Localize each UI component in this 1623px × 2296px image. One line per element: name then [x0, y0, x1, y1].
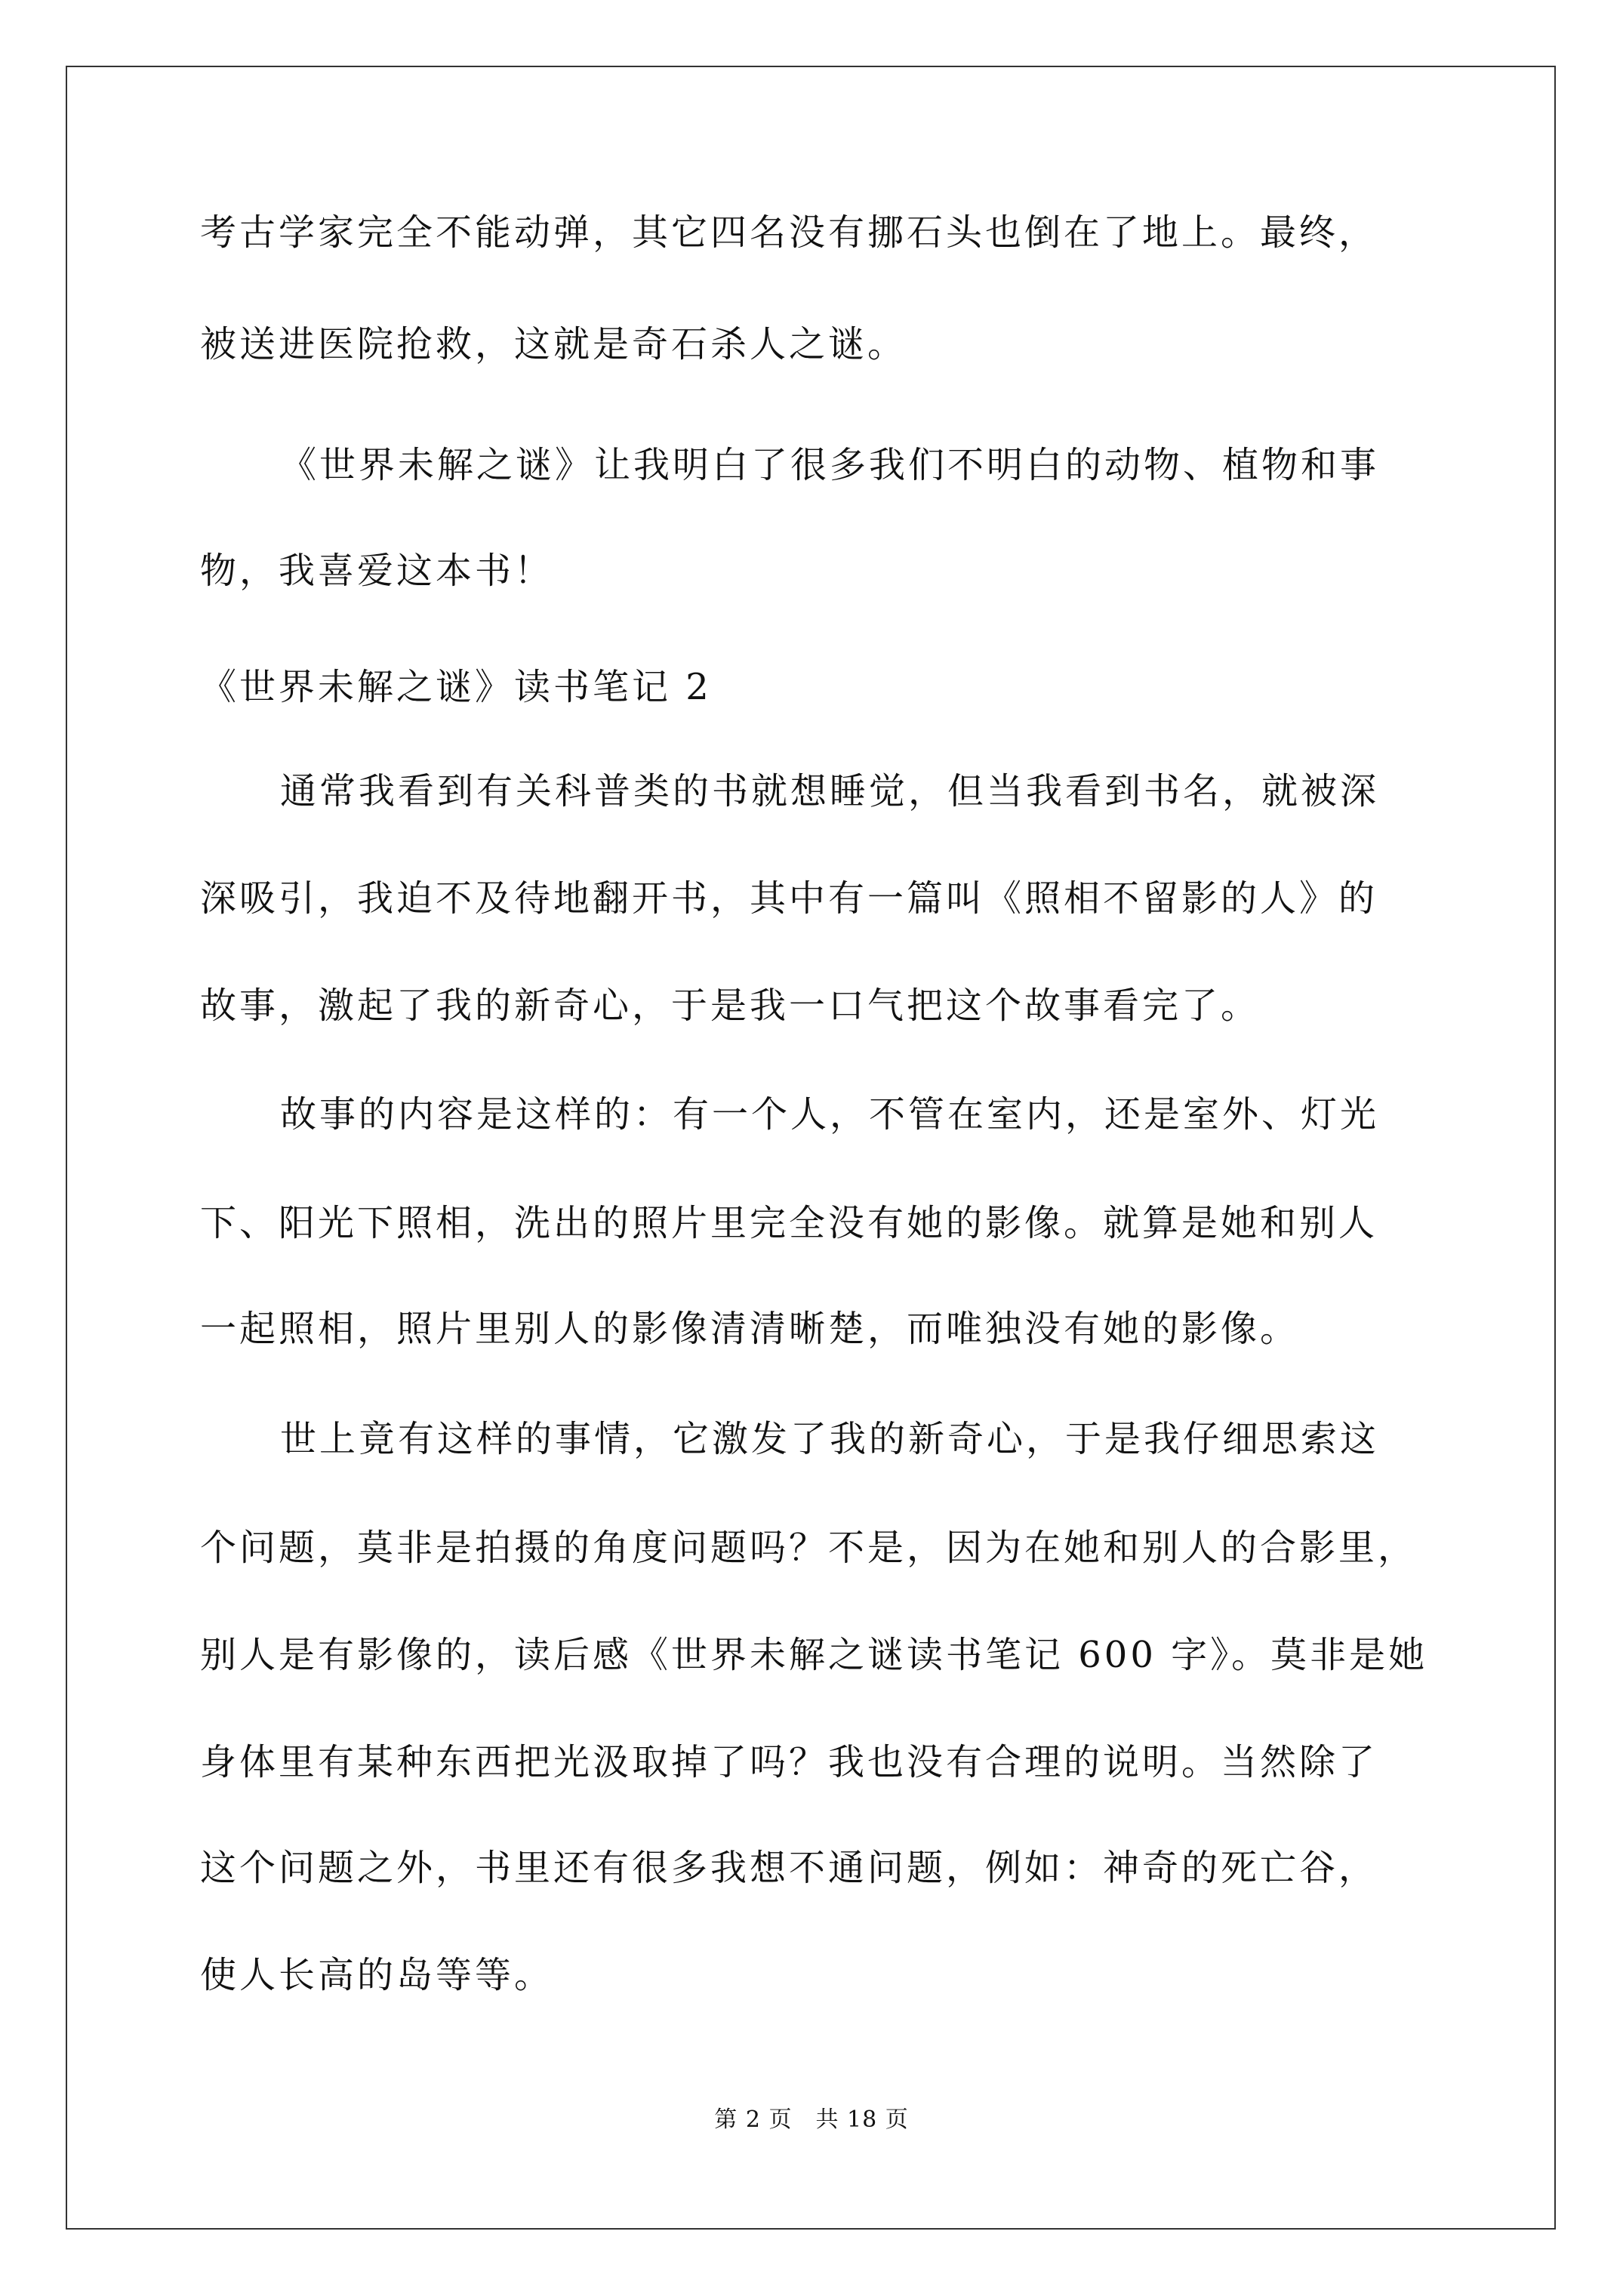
- paragraph-line: 下、阳光下照相，洗出的照片里完全没有她的影像。就算是她和别人: [200, 1202, 1378, 1244]
- paragraph-line: 深吸引，我迫不及待地翻开书，其中有一篇叫《照相不留影的人》的: [200, 877, 1378, 920]
- paragraph-line: 个问题，莫非是拍摄的角度问题吗？不是，因为在她和别人的合影里，: [200, 1527, 1418, 1569]
- paragraph-line: 物，我喜爱这本书！: [200, 550, 554, 592]
- paragraph-line: 别人是有影像的，读后感《世界未解之谜读书笔记 600 字》。莫非是她: [200, 1634, 1428, 1676]
- paragraph-line: 通常我看到有关科普类的书就想睡觉，但当我看到书名，就被深: [280, 770, 1380, 812]
- paragraph-line: 故事的内容是这样的：有一个人，不管在室内，还是室外、灯光: [280, 1093, 1380, 1136]
- page-number-footer: 第 2 页 共 18 页: [714, 2106, 909, 2133]
- page-frame: [66, 66, 1556, 2230]
- paragraph-line: 故事，激起了我的新奇心，于是我一口气把这个故事看完了。: [200, 985, 1261, 1027]
- paragraph-line: 被送进医院抢救，这就是奇石杀人之谜。: [200, 323, 907, 365]
- paragraph-line: 身体里有某种东西把光汲取掉了吗？我也没有合理的说明。当然除了: [200, 1741, 1378, 1783]
- paragraph-line: 世上竟有这样的事情，它激发了我的新奇心，于是我仔细思索这: [280, 1418, 1380, 1460]
- paragraph-line: 考古学家完全不能动弹，其它四名没有挪石头也倒在了地上。最终，: [200, 211, 1378, 254]
- paragraph-line: 《世界未解之谜》让我明白了很多我们不明白的动物、植物和事: [280, 444, 1380, 486]
- paragraph-line: 使人长高的岛等等。: [200, 1954, 554, 1996]
- paragraph-line: 这个问题之外，书里还有很多我想不通问题，例如：神奇的死亡谷，: [200, 1847, 1378, 1889]
- section-heading: 《世界未解之谜》读书笔记 2: [200, 666, 712, 708]
- paragraph-line: 一起照相，照片里别人的影像清清晰楚，而唯独没有她的影像。: [200, 1308, 1300, 1350]
